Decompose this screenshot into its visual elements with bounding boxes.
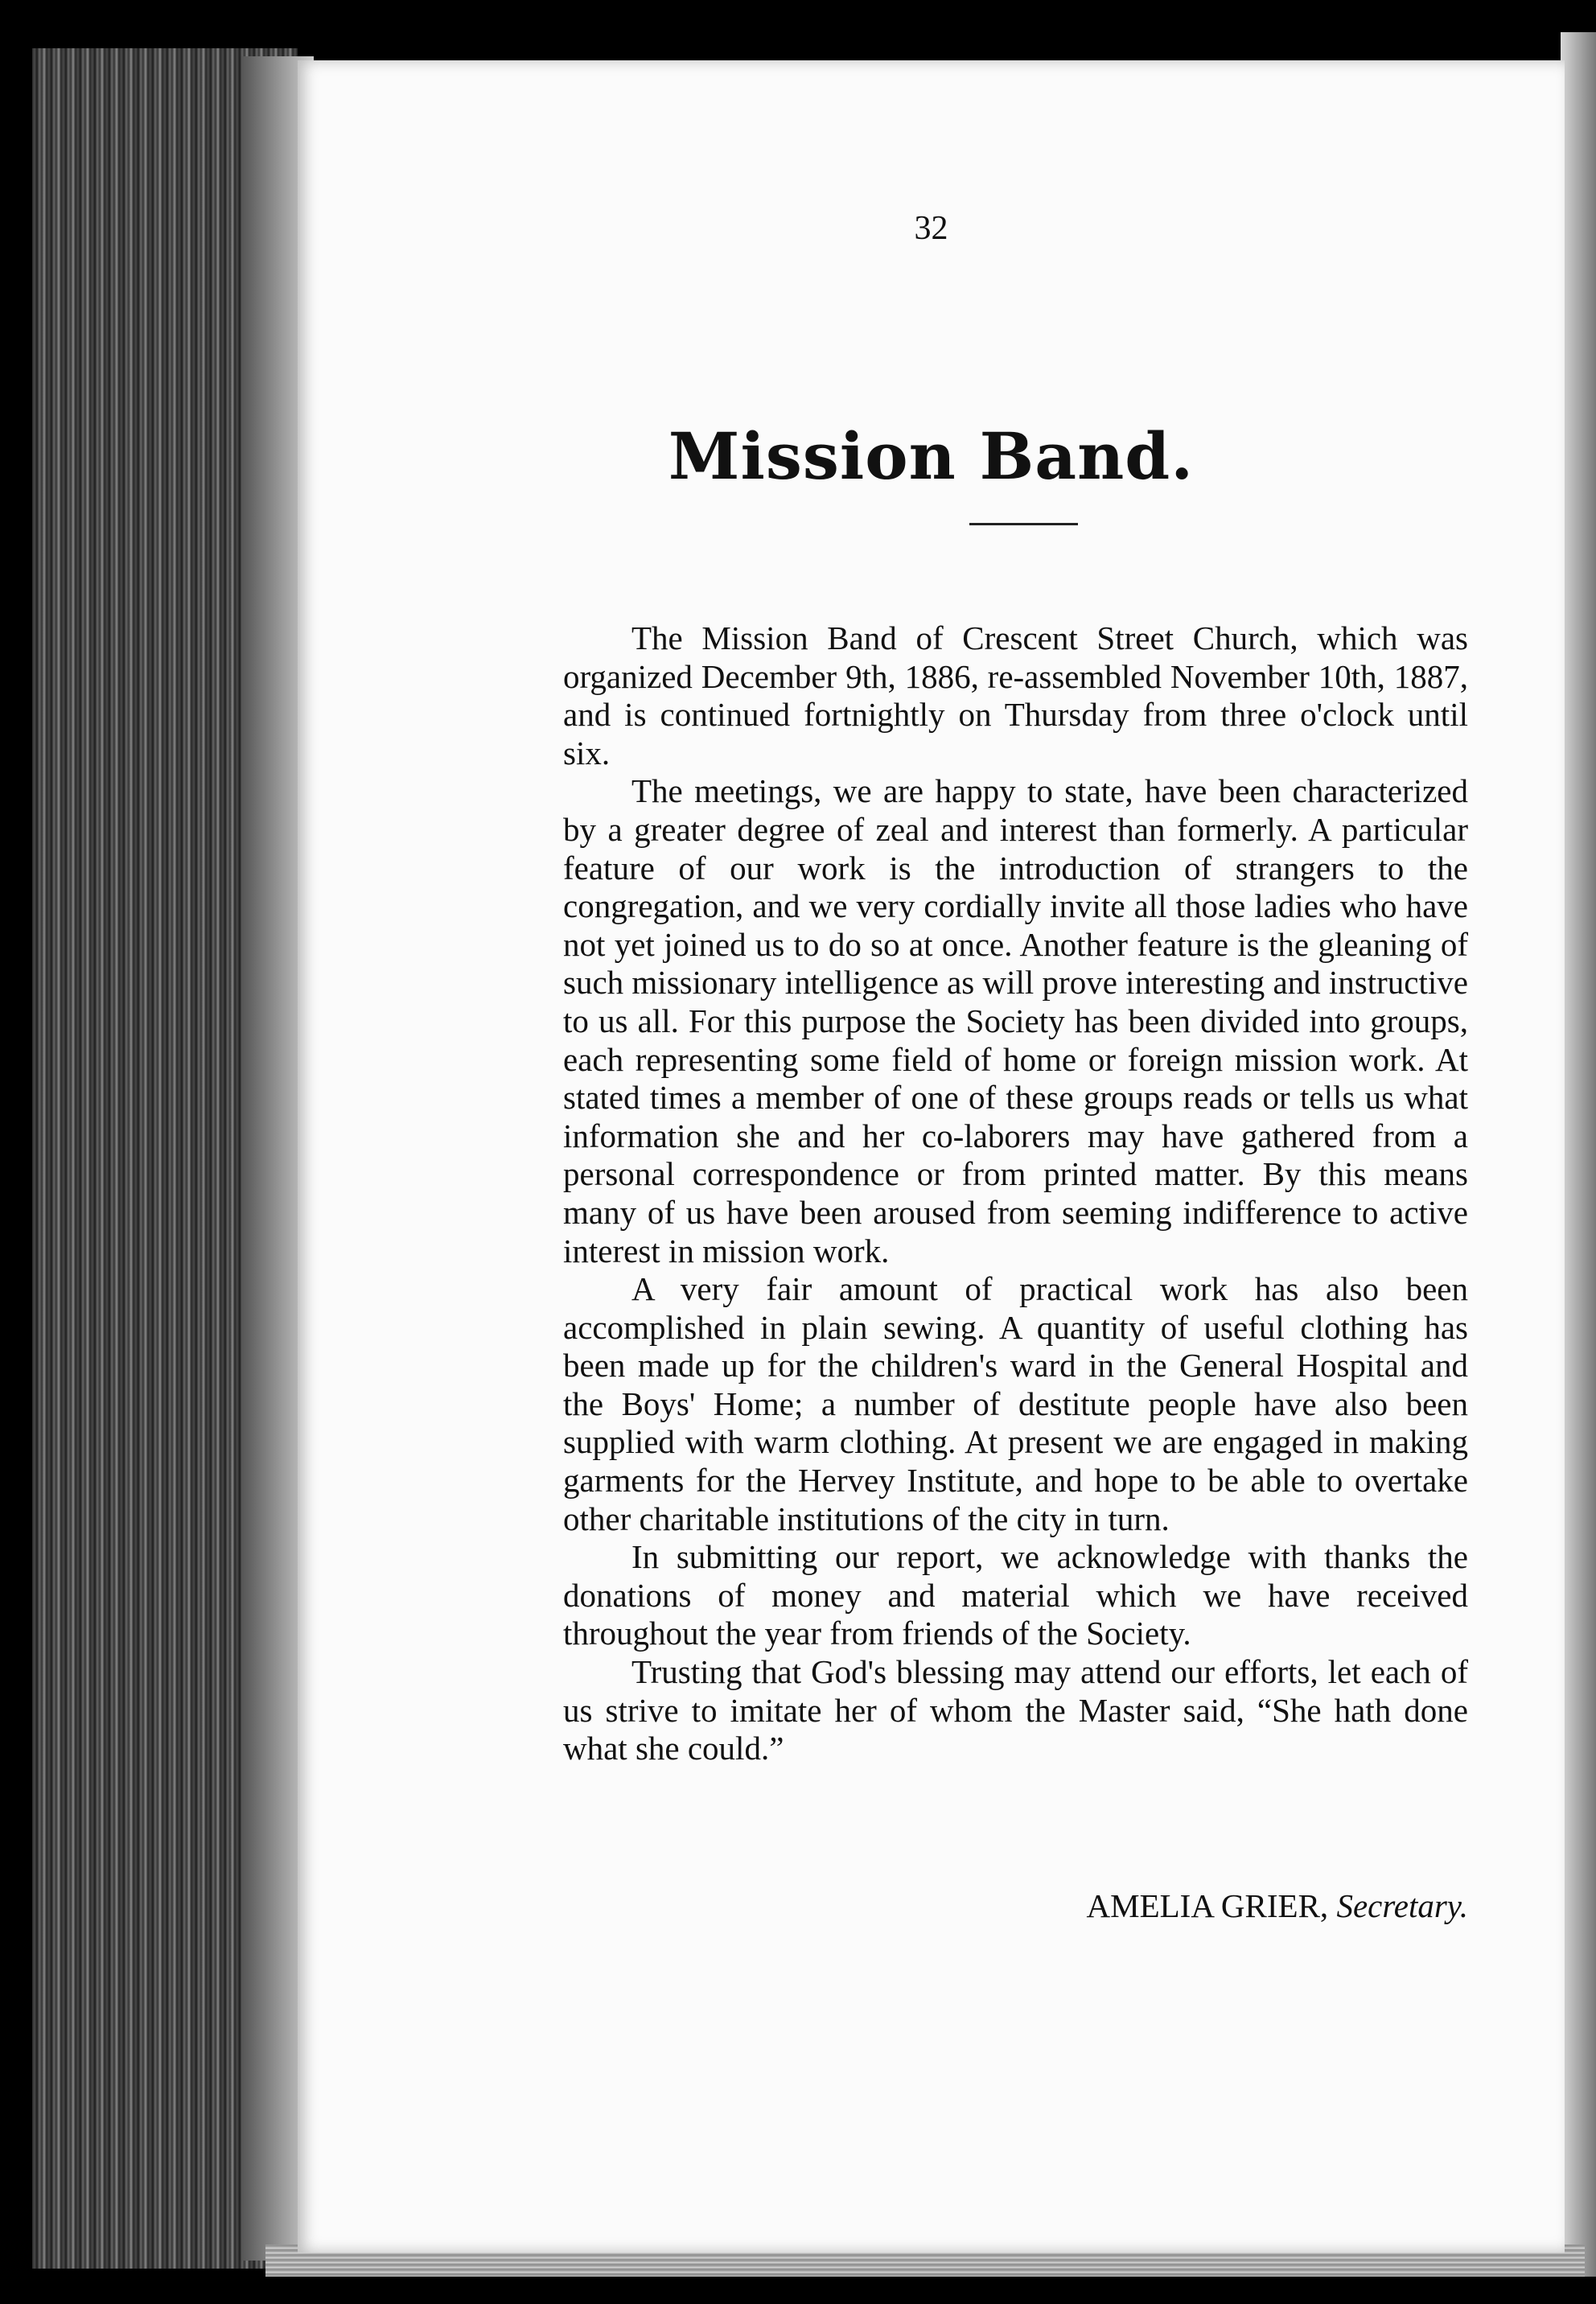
title-rule [969, 523, 1078, 525]
paragraph: In submitting our report, we acknowledge with thanks the donations of money and material which we have received throughout the year from friends of the Society. [563, 1538, 1468, 1652]
paragraph: A very fair amount of practical work has also been accomplished in plain sewing. A quantity of useful clothing has been made up for the children's ward in the General Hospital and the Boys' Home; a number of destitute people have also been supplied with warm clothing. At present we are engaged in making garments for the Hervey Institute, and hope to be able to overtake other charitable institutions of the city in turn. [563, 1270, 1468, 1537]
paragraph: Trusting that God's blessing may attend our efforts, let each of us strive to imitate her of whom the Master said, “She hath done what she could.” [563, 1653, 1468, 1767]
body-text [563, 619, 1468, 1768]
signature-role: Secretary. [1336, 1887, 1468, 1924]
signature-line [563, 1886, 1468, 1925]
paragraph: The Mission Band of Crescent Street Church, which was organized December 9th, 1886, re-assembled November 10th, 1887, and is continued fortnightly on Thursday from three o'clock until six. [563, 619, 1468, 771]
page-number: 32 [914, 210, 948, 247]
section-title: Mission Band. [668, 418, 1195, 494]
signature-name: AMELIA GRIER, [1086, 1887, 1329, 1924]
right-page-edge [1561, 32, 1596, 2277]
document-page [298, 60, 1565, 2253]
paragraph: The meetings, we are happy to state, have been characterized by a greater degree of zeal and interest than formerly. A particular feature of our work is the introduction of strangers to the congregation, and we very cordially invite all those ladies who have not yet joined us to do so at once. Another feature is the gleaning of such missionary intelligence as will prove interesting and instructive to us all. For this purpose the Society has been divided into groups, each representing some field of home or foreign mission work. At stated times a member of one of these groups reads or tells us what information she and her co-laborers may have gathered from a personal correspondence or from printed matter. By this means many of us have been aroused from seeming indifference to active interest in mission work. [563, 772, 1468, 1269]
